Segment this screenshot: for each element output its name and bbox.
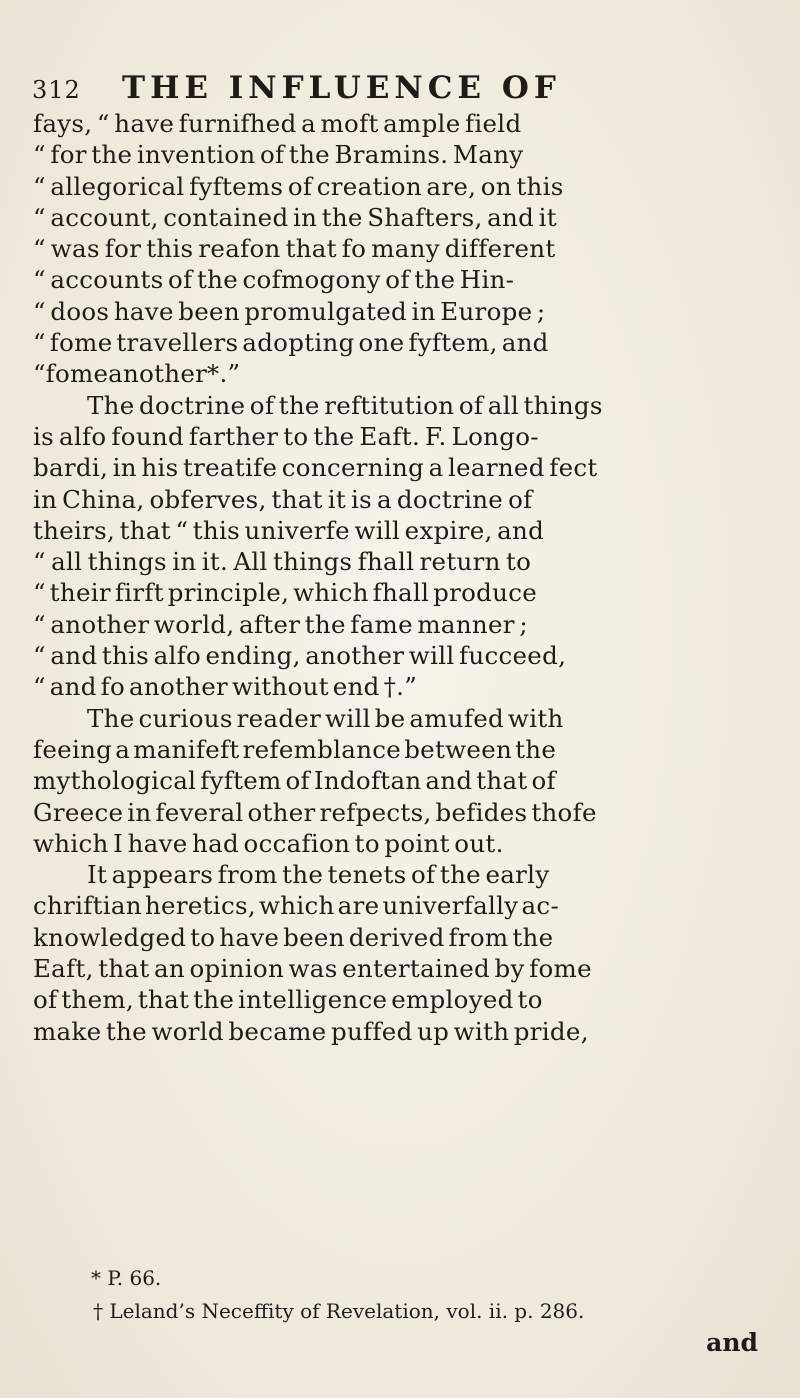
page-header [32, 66, 772, 106]
text-line: “ for the invention of the Bramins. Many [33, 140, 524, 170]
text-line: which I have had occafion to point out. [33, 828, 504, 858]
text-line: The doctrine of the reftitution of all things [87, 390, 603, 420]
text-line: is alfo found farther to the Eaft. F. Longo- [33, 421, 539, 451]
text-line: “ fome another *.” [33, 359, 241, 389]
text-line: “ and fo another without end †.” [33, 672, 418, 702]
text-line: “ their firft principle, which fhall produce [33, 578, 538, 608]
text-line: theirs, that “ this univerfe will expire, and [33, 515, 545, 545]
text-line: bardi, in his treatife concerning a learned fect [33, 453, 598, 483]
text-line: in China, obferves, that it is a doctrine of [33, 484, 533, 514]
text-line: “ all things in it. All things fhall return to [33, 547, 532, 577]
text-line: The curious reader will be amufed with [87, 703, 564, 733]
footnote: † Leland’s Neceffity of Revelation, vol. ii. p. 286. [93, 1299, 585, 1323]
text-line: chriftian heretics, which are univerfally ac- [33, 891, 560, 921]
running-head: THE INFLUENCE OF [122, 70, 561, 106]
text-line: knowledged to have been derived from the [33, 922, 554, 952]
text-line: of them, that the intelligence employed to [33, 985, 543, 1015]
text-line: “ allegorical fyftems of creation are, on this [33, 171, 564, 201]
text-line: “ doos have been promulgated in Europe ; [33, 296, 546, 326]
text-line: “ account, contained in the Shafters, and it [33, 202, 557, 232]
body-text [33, 108, 793, 1047]
text-line: Greece in feveral other refpects, befides thofe [33, 797, 597, 827]
text-line: “ fome travellers adopting one fyftem, and [33, 328, 549, 358]
text-line: feeing a manifeft refemblance between the [33, 734, 557, 764]
text-line: “ and this alfo ending, another will fucceed, [33, 641, 567, 671]
footnotes [33, 1262, 773, 1328]
text-line: fays, “ have furnifhed a moft ample field [33, 109, 522, 138]
text-line: It appears from the tenets of the early [87, 860, 550, 890]
page-number: 312 [32, 76, 81, 104]
text-line: mythological fyftem of Indoftan and that of [33, 766, 556, 796]
text-line: “ another world, after the fame manner ; [33, 609, 528, 639]
text-line: “ accounts of the cofmogony of the Hin- [33, 265, 515, 295]
catchword: and [706, 1328, 758, 1357]
footnote: * P. 66. [91, 1266, 162, 1290]
text-line: make the world became puffed up with pride, [33, 1016, 589, 1046]
text-line: “ was for this reafon that fo many different [33, 234, 556, 264]
text-line: Eaft, that an opinion was entertained by fome [33, 954, 592, 984]
